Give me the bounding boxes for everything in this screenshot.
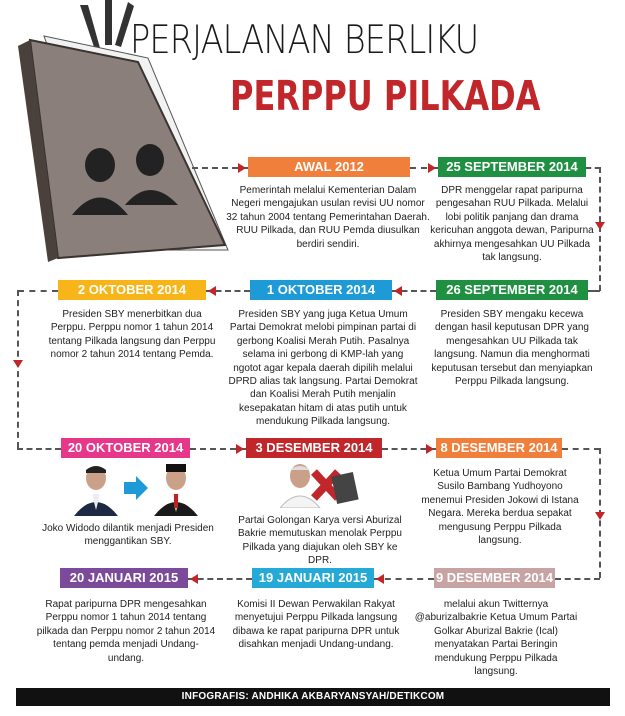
credit-footer: INFOGRAFIS: ANDHIKA AKBARYANSYAH/DETIKCOM	[16, 688, 610, 706]
aburizal-bakrie-photo	[280, 458, 360, 508]
event-date-20-okt-2014: 20 OKTOBER 2014	[61, 438, 190, 458]
arrow-left-icon	[208, 286, 216, 296]
arrow-right-icon	[428, 163, 436, 173]
arrow-left-icon	[190, 574, 198, 584]
silhouette-head	[85, 148, 115, 182]
arrow-right-icon	[236, 444, 244, 454]
event-text-1-okt-2014: Presiden SBY yang juga Ketua Umum Partai Demokrat melobi pimpinan partai di gerbong Koalisi Merah Putih. Pasalnya selama ini gerbong di KMP-lah yang ngotot agar kepala daerah dipilih melalui DPRD alias tak langsung. Partai Demokrat dan Koalisi Merah Putih menjalin kesepakatan hitam di atas putih untuk mendukung Pilkada langsung.	[228, 309, 418, 428]
event-date-awal-2012: AWAL 2012	[248, 157, 410, 177]
event-text-3-des-2014: Partai Golongan Karya versi Aburizal Bakrie memutuskan menolak Perppu Pilkada yang diajukan oleh SBY ke DPR.	[238, 515, 402, 567]
event-date-25-sep-2014: 25 SEPTEMBER 2014	[438, 157, 586, 177]
peci-hat	[166, 464, 186, 472]
event-text-20-okt-2014: Joko Widodo dilantik menjadi Presiden menggantikan SBY.	[42, 523, 214, 548]
connector	[18, 290, 58, 292]
connector	[562, 448, 600, 450]
hair	[86, 466, 106, 473]
event-text-19-jan-2015: Komisi II Dewan Perwakilan Rakyat menyetujui Perppu Pilkada langsung dibawa ke rapat paripurna DPR untuk disahkan menjadi Undang-undang.	[232, 599, 400, 651]
event-text-8-des-2014: Ketua Umum Partai Demokrat Susilo Bambang Yudhoyono menemui Presiden Jokowi di Istana Negara. Mereka berdua sepakat mengusung Perppu Pilkada langsung.	[421, 468, 579, 547]
event-date-19-jan-2015: 19 JANUARI 2015	[252, 568, 374, 588]
connector	[17, 290, 19, 448]
event-date-3-des-2014: 3 DESEMBER 2014	[246, 438, 382, 458]
event-text-9-des-2014: melalui akun Twitternya @aburizalbakrie Ketua Umum Partai Golkar Aburizal Bakrie (Ical) menyatakan Partai Beringin mendukung Perppu Pilkada langsung.	[414, 599, 578, 678]
arrow-right-icon	[238, 163, 246, 173]
sby-jokowi-photo	[72, 460, 204, 516]
ray	[80, 5, 100, 50]
ray	[105, 0, 112, 45]
event-text-2-okt-2014: Presiden SBY menerbitkan dua Perppu. Perppu nomor 1 tahun 2014 tentang Pilkada langsung dan Perppu nomor 2 tahun 2014 tentang Pemda.	[48, 309, 216, 361]
event-text-awal-2012: Pemerintah melalui Kementerian Dalam Negeri mengajukan usulan revisi UU nomor 32 tahun 2004 tentang Pemerintahan Daerah. RUU Pilkada, dan RUU Pemda diusulkan berdiri sendiri.	[226, 185, 430, 250]
arrow-down-icon	[595, 512, 605, 520]
event-text-26-sep-2014: Presiden SBY mengaku kecewa dengan hasil keputusan DPR yang mengesahkan UU Pilkada tak langsung. Namun dia menghormati keputusan tersebut dan menyiapkan Perppu Pilkada langsung.	[431, 309, 593, 388]
title-line-1: PERJALANAN BERLIKU	[130, 18, 479, 63]
connector	[17, 448, 61, 450]
event-text-25-sep-2014: DPR menggelar rapat paripurna pengesahan RUU Pilkada. Melalui lobi politik panjang dan drama kericuhan anggota dewan, Paripurna akhirnya mengesahkan UU Pilkada tak langsung.	[430, 185, 594, 264]
event-date-1-okt-2014: 1 OKTOBER 2014	[250, 280, 392, 300]
arrow-right-icon	[124, 476, 148, 500]
arrow-left-icon	[376, 574, 384, 584]
arrow-left-icon	[394, 286, 402, 296]
arrow-down-icon	[595, 222, 605, 230]
connector	[588, 290, 600, 292]
silhouette-head	[136, 144, 164, 176]
book-cover	[30, 40, 225, 258]
event-text-20-jan-2015: Rapat paripurna DPR mengesahkan Perppu nomor 1 tahun 2014 tentang pilkada dan Perppu nomor 2 tahun 2014 tentang pemda menjadi Undang-undang.	[36, 599, 216, 664]
title-line-2: PERPPU PILKADA	[230, 72, 541, 120]
arrow-right-icon	[426, 444, 434, 454]
arrow-down-icon	[13, 360, 23, 368]
event-date-26-sep-2014: 26 SEPTEMBER 2014	[436, 280, 588, 300]
event-date-20-jan-2015: 20 JANUARI 2015	[60, 568, 188, 588]
event-date-2-okt-2014: 2 OKTOBER 2014	[58, 280, 206, 300]
connector	[586, 167, 600, 169]
tie	[174, 494, 178, 508]
connector	[555, 578, 600, 580]
event-date-9-des-2014: 9 DESEMBER 2014	[434, 568, 555, 588]
hair	[290, 466, 310, 470]
event-date-8-des-2014: 8 DESEMBER 2014	[436, 438, 562, 458]
